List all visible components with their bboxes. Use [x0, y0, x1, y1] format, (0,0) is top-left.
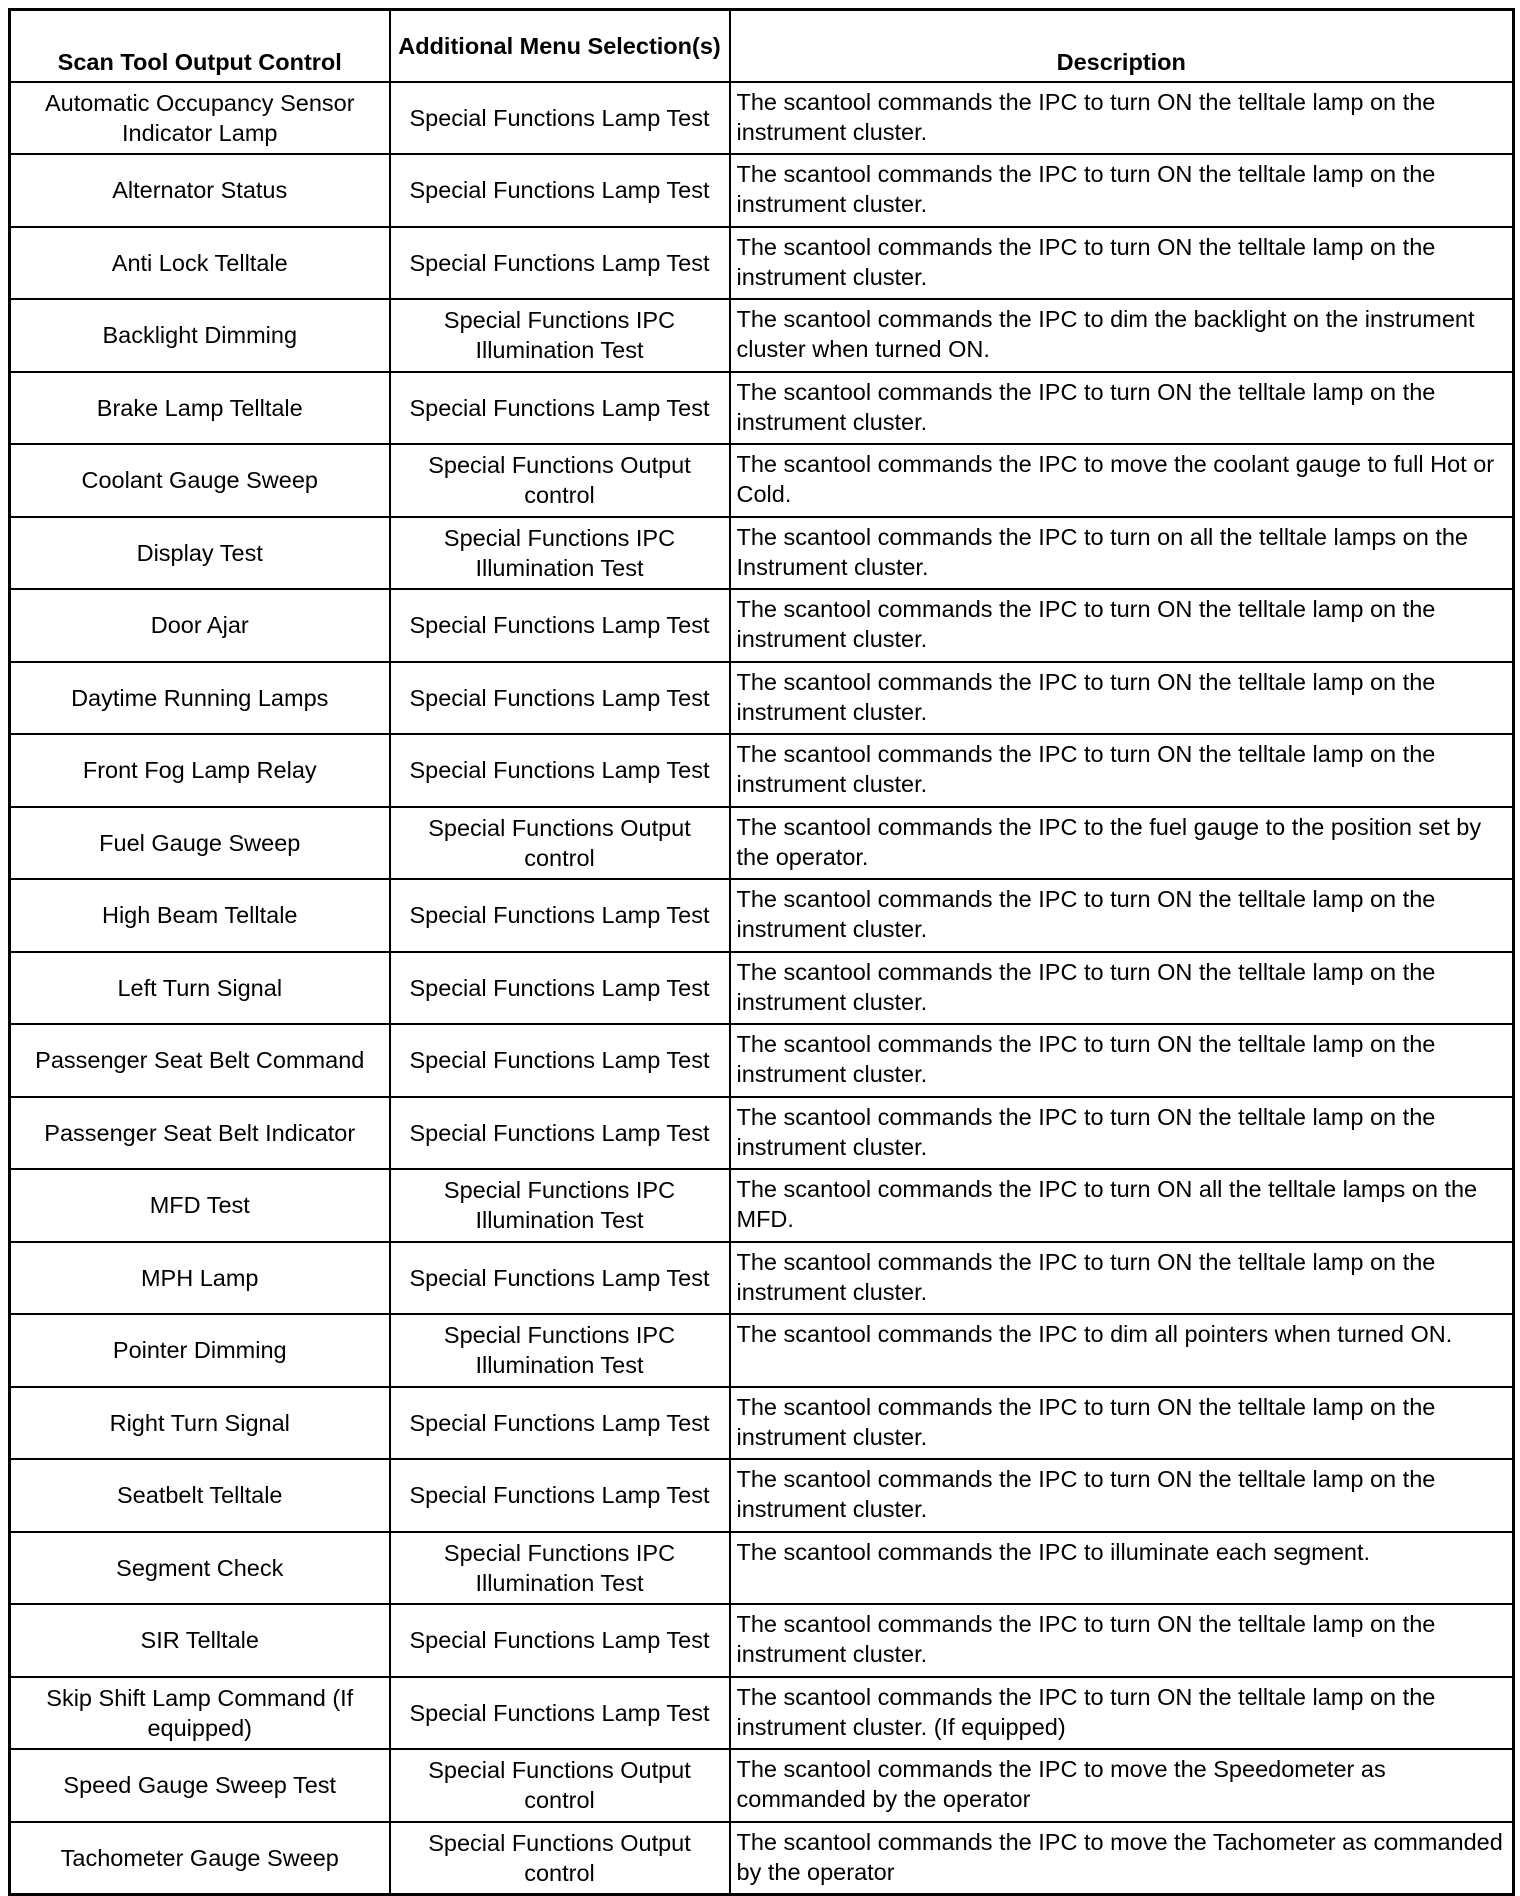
table-row	[10, 1459, 1514, 1532]
menu-selection-cell: Special Functions Output control	[390, 1822, 730, 1895]
output-control-cell: Skip Shift Lamp Command (If equipped)	[10, 1677, 390, 1750]
description-cell: The scantool commands the IPC to turn ON the telltale lamp on the instrument cluster.	[730, 589, 1514, 662]
menu-selection-cell: Special Functions Lamp Test	[390, 1242, 730, 1315]
output-control-cell: Display Test	[10, 517, 390, 590]
menu-selection-cell: Special Functions IPC Illumination Test	[390, 517, 730, 590]
description-cell: The scantool commands the IPC to turn ON the telltale lamp on the instrument cluster.	[730, 1604, 1514, 1677]
output-control-cell: SIR Telltale	[10, 1604, 390, 1677]
table-row	[10, 734, 1514, 807]
menu-selection-cell: Special Functions Output control	[390, 1749, 730, 1822]
description-cell: The scantool commands the IPC to turn ON the telltale lamp on the instrument cluster.	[730, 1024, 1514, 1097]
output-control-cell: Fuel Gauge Sweep	[10, 807, 390, 880]
output-control-cell: Tachometer Gauge Sweep	[10, 1822, 390, 1895]
menu-selection-cell: Special Functions Lamp Test	[390, 1387, 730, 1460]
description-cell: The scantool commands the IPC to turn ON the telltale lamp on the instrument cluster.	[730, 1387, 1514, 1460]
output-control-cell: Pointer Dimming	[10, 1314, 390, 1387]
description-cell: The scantool commands the IPC to turn ON the telltale lamp on the instrument cluster.	[730, 952, 1514, 1025]
output-control-cell: MPH Lamp	[10, 1242, 390, 1315]
description-cell: The scantool commands the IPC to turn ON the telltale lamp on the instrument cluster.	[730, 82, 1514, 155]
menu-selection-cell: Special Functions Lamp Test	[390, 1024, 730, 1097]
description-cell: The scantool commands the IPC to turn ON the telltale lamp on the instrument cluster.	[730, 372, 1514, 445]
table-row	[10, 952, 1514, 1025]
table-body	[10, 82, 1514, 1895]
menu-selection-cell: Special Functions IPC Illumination Test	[390, 1532, 730, 1605]
table-row	[10, 1749, 1514, 1822]
output-control-cell: Daytime Running Lamps	[10, 662, 390, 735]
header-scan-tool-output-control: Scan Tool Output Control	[10, 10, 390, 82]
menu-selection-cell: Special Functions Lamp Test	[390, 227, 730, 300]
output-control-cell: Passenger Seat Belt Command	[10, 1024, 390, 1097]
table-row	[10, 154, 1514, 227]
description-cell: The scantool commands the IPC to turn ON the telltale lamp on the instrument cluster. (If equipped)	[730, 1677, 1514, 1750]
menu-selection-cell: Special Functions IPC Illumination Test	[390, 1169, 730, 1242]
menu-selection-cell: Special Functions Lamp Test	[390, 1677, 730, 1750]
table-row	[10, 1169, 1514, 1242]
description-cell: The scantool commands the IPC to dim the backlight on the instrument cluster when turned ON.	[730, 299, 1514, 372]
description-cell: The scantool commands the IPC to turn on all the telltale lamps on the Instrument cluster.	[730, 517, 1514, 590]
menu-selection-cell: Special Functions Lamp Test	[390, 1604, 730, 1677]
description-cell: The scantool commands the IPC to move the coolant gauge to full Hot or Cold.	[730, 444, 1514, 517]
description-cell: The scantool commands the IPC to illuminate each segment.	[730, 1532, 1514, 1605]
description-cell: The scantool commands the IPC to turn ON the telltale lamp on the instrument cluster.	[730, 1097, 1514, 1170]
output-control-cell: Speed Gauge Sweep Test	[10, 1749, 390, 1822]
header-additional-menu-selections: Additional Menu Selection(s)	[390, 10, 730, 82]
table-row	[10, 1532, 1514, 1605]
table-row	[10, 372, 1514, 445]
table-row	[10, 879, 1514, 952]
output-control-cell: Anti Lock Telltale	[10, 227, 390, 300]
description-cell: The scantool commands the IPC to turn ON the telltale lamp on the instrument cluster.	[730, 734, 1514, 807]
output-control-cell: MFD Test	[10, 1169, 390, 1242]
menu-selection-cell: Special Functions Output control	[390, 444, 730, 517]
header-row	[10, 10, 1514, 82]
table-header	[10, 10, 1514, 82]
table-row	[10, 82, 1514, 155]
menu-selection-cell: Special Functions Lamp Test	[390, 154, 730, 227]
description-cell: The scantool commands the IPC to turn ON the telltale lamp on the instrument cluster.	[730, 1459, 1514, 1532]
menu-selection-cell: Special Functions Lamp Test	[390, 734, 730, 807]
table-row	[10, 807, 1514, 880]
table-row	[10, 1387, 1514, 1460]
table-row	[10, 299, 1514, 372]
table-row	[10, 1024, 1514, 1097]
description-cell: The scantool commands the IPC to the fuel gauge to the position set by the operator.	[730, 807, 1514, 880]
menu-selection-cell: Special Functions IPC Illumination Test	[390, 299, 730, 372]
menu-selection-cell: Special Functions Lamp Test	[390, 589, 730, 662]
table-row	[10, 1242, 1514, 1315]
output-control-cell: Coolant Gauge Sweep	[10, 444, 390, 517]
description-cell: The scantool commands the IPC to turn ON the telltale lamp on the instrument cluster.	[730, 879, 1514, 952]
description-cell: The scantool commands the IPC to turn ON all the telltale lamps on the MFD.	[730, 1169, 1514, 1242]
output-control-cell: Segment Check	[10, 1532, 390, 1605]
table-row	[10, 517, 1514, 590]
menu-selection-cell: Special Functions Lamp Test	[390, 372, 730, 445]
menu-selection-cell: Special Functions Lamp Test	[390, 662, 730, 735]
menu-selection-cell: Special Functions Lamp Test	[390, 1097, 730, 1170]
output-control-cell: Brake Lamp Telltale	[10, 372, 390, 445]
header-description: Description	[730, 10, 1514, 82]
description-cell: The scantool commands the IPC to turn ON the telltale lamp on the instrument cluster.	[730, 227, 1514, 300]
output-control-cell: Automatic Occupancy Sensor Indicator Lamp	[10, 82, 390, 155]
output-control-cell: Door Ajar	[10, 589, 390, 662]
table-row	[10, 227, 1514, 300]
menu-selection-cell: Special Functions Output control	[390, 807, 730, 880]
menu-selection-cell: Special Functions Lamp Test	[390, 879, 730, 952]
description-cell: The scantool commands the IPC to turn ON the telltale lamp on the instrument cluster.	[730, 154, 1514, 227]
table-row	[10, 1604, 1514, 1677]
table-row	[10, 589, 1514, 662]
table-row	[10, 1314, 1514, 1387]
description-cell: The scantool commands the IPC to move the Speedometer as commanded by the operator	[730, 1749, 1514, 1822]
table-row	[10, 662, 1514, 735]
output-control-cell: Left Turn Signal	[10, 952, 390, 1025]
table-row	[10, 1677, 1514, 1750]
description-cell: The scantool commands the IPC to move the Tachometer as commanded by the operator	[730, 1822, 1514, 1895]
table-row	[10, 1822, 1514, 1895]
output-control-cell: Right Turn Signal	[10, 1387, 390, 1460]
document-page	[8, 8, 1515, 1896]
output-control-cell: Alternator Status	[10, 154, 390, 227]
output-control-table	[8, 8, 1515, 1896]
table-row	[10, 444, 1514, 517]
menu-selection-cell: Special Functions Lamp Test	[390, 1459, 730, 1532]
output-control-cell: Backlight Dimming	[10, 299, 390, 372]
output-control-cell: Passenger Seat Belt Indicator	[10, 1097, 390, 1170]
description-cell: The scantool commands the IPC to dim all pointers when turned ON.	[730, 1314, 1514, 1387]
menu-selection-cell: Special Functions Lamp Test	[390, 952, 730, 1025]
description-cell: The scantool commands the IPC to turn ON the telltale lamp on the instrument cluster.	[730, 1242, 1514, 1315]
menu-selection-cell: Special Functions IPC Illumination Test	[390, 1314, 730, 1387]
table-row	[10, 1097, 1514, 1170]
menu-selection-cell: Special Functions Lamp Test	[390, 82, 730, 155]
description-cell: The scantool commands the IPC to turn ON the telltale lamp on the instrument cluster.	[730, 662, 1514, 735]
output-control-cell: Seatbelt Telltale	[10, 1459, 390, 1532]
output-control-cell: Front Fog Lamp Relay	[10, 734, 390, 807]
output-control-cell: High Beam Telltale	[10, 879, 390, 952]
